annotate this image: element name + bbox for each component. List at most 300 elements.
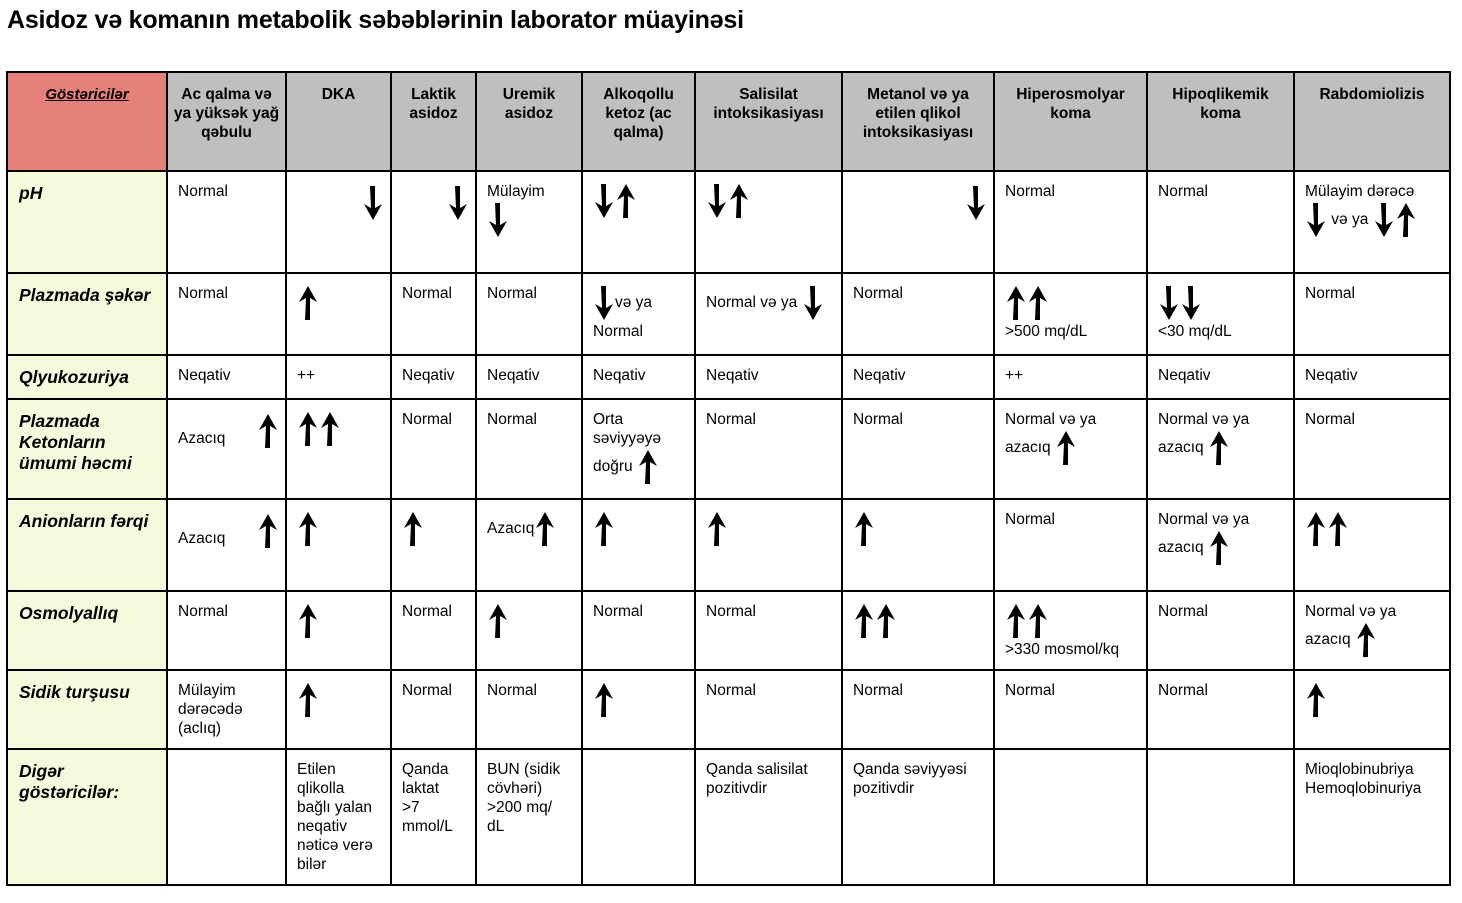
cell-content [706,510,835,548]
cell-text: Normal [1305,285,1355,302]
cell-text: nəticə verə [297,837,373,854]
cell-text: Normal [1158,183,1208,200]
table-cell [1147,670,1294,749]
arrow-down-icon [965,184,987,222]
cell-content [1305,410,1443,429]
arrow-up-icon [319,410,341,448]
row-header: Qlyukozuriya [7,355,167,399]
cell-content [402,681,469,700]
table-cell [286,591,391,670]
cell-text: Neqativ [1305,367,1358,384]
cell-text: Neqativ [402,367,455,384]
cell-content [487,410,575,429]
table-cell [167,670,286,749]
cell-content [1005,284,1140,341]
table-row [7,399,1450,499]
cell-text: dL [487,818,505,835]
cell-text: azacıq [1005,439,1055,457]
cell-text: <30 mq/dL [1158,323,1232,340]
cell-text: dərəcədə [178,701,243,718]
arrow-up-icon [706,510,728,548]
cell-content [1005,410,1140,467]
arrow-up-icon [875,602,897,640]
table-row [7,499,1450,591]
cell-text: Neqativ [593,367,646,384]
table-cell [1147,499,1294,591]
table-cell [695,399,842,499]
table-cell [695,499,842,591]
cell-text: Normal [853,411,903,428]
cell-content [297,510,384,548]
cell-content [178,681,279,738]
cell-content [487,602,575,640]
arrow-down-icon [1305,201,1327,239]
cell-text: Normal və ya [1305,603,1397,620]
column-header: Laktik asidoz [391,72,476,171]
cell-text: Normal [178,285,228,302]
arrow-up-icon [1005,284,1027,322]
table-row [7,591,1450,670]
arrow-up-icon [728,182,750,220]
cell-text: Etilen [297,761,336,778]
cell-content [178,284,279,303]
cell-content [1158,681,1287,700]
row-header: Anionların fərqi [7,499,167,591]
arrow-up-icon [257,412,279,450]
table-cell [1147,591,1294,670]
cell-text: mmol/L [402,818,453,835]
cell-text: pozitivdir [853,780,915,797]
header-row [7,72,1450,171]
cell-content [593,366,688,385]
cell-content [487,366,575,385]
row-header: Plazmada şəkər [7,273,167,355]
column-header: Ac qalma və ya yüksək yağ qəbulu [167,72,286,171]
column-header: Metanol və ya etilen qlikol intoksikasiyası [842,72,994,171]
arrow-up-icon [1208,429,1230,467]
cell-text: Normal [593,323,643,340]
table-cell [167,499,286,591]
arrow-down-icon [1373,201,1395,239]
cell-content [487,681,575,700]
cell-content [297,760,384,874]
arrow-up-icon [297,410,319,448]
cell-content [1005,681,1140,700]
table-cell [391,670,476,749]
table-cell [476,273,582,355]
table-cell [695,670,842,749]
cell-content [1158,284,1287,341]
cell-content [1158,510,1287,567]
arrow-up-icon [853,510,875,548]
cell-content [1305,284,1443,303]
cell-text: Normal [593,603,643,620]
arrow-down-icon [1180,284,1202,322]
cell-text: Neqativ [706,367,759,384]
table-cell [1294,399,1450,499]
cell-text: Normal və ya [706,294,802,312]
arrow-up-icon [593,510,615,548]
cell-content [706,182,835,220]
table-cell [167,171,286,273]
cell-content [178,182,279,201]
cell-text: və ya [615,294,653,312]
cell-text: doğru [593,458,637,476]
arrow-down-icon [802,284,824,322]
table-row [7,355,1450,399]
arrow-up-icon [1055,429,1077,467]
cell-content [1158,182,1287,201]
cell-text: səviyyəyə [593,430,662,447]
arrow-up-icon [1327,510,1349,548]
cell-text: Normal [487,285,537,302]
cell-text: Normal [487,411,537,428]
table-cell [476,499,582,591]
cell-content [178,410,279,448]
arrow-up-icon [637,448,659,486]
table-cell [476,355,582,399]
cell-content [487,284,575,303]
row-header: Plazmada Ketonların ümumi həcmi [7,399,167,499]
table-cell [994,171,1147,273]
arrow-down-icon [362,184,384,222]
table-cell [994,273,1147,355]
table-cell [476,749,582,885]
cell-content [593,681,688,719]
cell-content [853,760,987,798]
table-cell [994,749,1147,885]
cell-text: ++ [1005,367,1024,384]
cell-text: Normal [178,183,228,200]
cell-text: Normal [1005,511,1055,528]
arrow-up-icon [1305,510,1327,548]
cell-text: Qanda salisilat [706,761,808,778]
cell-text: Normal [402,603,452,620]
cell-content [853,681,987,700]
table-cell [994,670,1147,749]
arrow-up-icon [1355,621,1377,659]
table-cell [582,399,695,499]
table-cell [1294,499,1450,591]
arrow-up-icon [402,510,424,548]
arrow-up-icon [487,602,509,640]
cell-text: Normal [1005,682,1055,699]
cell-text: pozitivdir [706,780,768,797]
table-cell [1294,171,1450,273]
cell-text: Normal [1158,603,1208,620]
table-cell [1147,749,1294,885]
row-header: pH [7,171,167,273]
cell-content [402,760,469,836]
cell-content [853,510,987,548]
cell-text: Azacıq [178,530,226,547]
table-cell [842,171,994,273]
cell-content [1005,182,1140,201]
cell-content [402,284,469,303]
cell-text: Normal və ya [1158,511,1250,528]
cell-content [402,366,469,385]
cell-text: Orta [593,411,624,428]
cell-text: Mülayim [487,183,545,200]
table-cell [391,273,476,355]
cell-content [402,410,469,429]
cell-content [853,410,987,429]
table-cell [391,399,476,499]
table-cell [994,399,1147,499]
cell-content [706,602,835,621]
table-body [7,171,1450,885]
cell-content [297,366,384,385]
table-cell [391,749,476,885]
table-cell [695,273,842,355]
cell-text: neqativ [297,818,347,835]
lab-table [6,71,1451,886]
table-cell [391,171,476,273]
cell-text: qlikolla [297,780,345,797]
cell-text: Mioqlobinubriya [1305,761,1414,778]
row-header: Osmolyallıq [7,591,167,670]
table-cell [476,591,582,670]
column-header: Salisilat intoksikasiyası [695,72,842,171]
cell-text: Normal [706,603,756,620]
cell-content [593,182,688,220]
cell-content [297,410,384,448]
cell-text: Normal [487,682,537,699]
cell-text: cövhəri) [487,780,543,797]
cell-content [1005,510,1140,529]
cell-content [178,510,279,548]
table-cell [582,273,695,355]
column-header: Rabdomiolizis [1294,72,1450,171]
table-cell [476,670,582,749]
cell-content [1305,602,1443,659]
row-header: Sidik turşusu [7,670,167,749]
table-cell [582,591,695,670]
arrow-up-icon [297,284,319,322]
table-cell [286,499,391,591]
cell-text: Normal [1305,411,1355,428]
table-cell [994,355,1147,399]
cell-text: Normal [178,603,228,620]
arrow-up-icon [1305,681,1327,719]
table-cell [1147,171,1294,273]
table-cell [476,399,582,499]
cell-text: Neqativ [853,367,906,384]
cell-text: >500 mq/dL [1005,323,1088,340]
cell-text: Hemoqlobinuriya [1305,780,1422,797]
table-cell [695,749,842,885]
table-cell [1147,355,1294,399]
cell-content [297,284,384,322]
cell-text: azacıq [1305,631,1355,649]
cell-text: Mülayim dərəcə [1305,183,1415,200]
cell-content [1305,510,1443,548]
cell-content [178,602,279,621]
row-header: Digər göstəricilər: [7,749,167,885]
table-row [7,171,1450,273]
table-cell [167,749,286,885]
arrow-up-icon [297,681,319,719]
cell-text: Normal [402,411,452,428]
cell-content [1305,681,1443,719]
table-cell [695,171,842,273]
cell-content [706,760,835,798]
cell-content [1005,602,1140,659]
table-cell [994,591,1147,670]
cell-text: Qanda [402,761,449,778]
table-cell [1294,591,1450,670]
cell-text: Azacıq [487,520,535,538]
cell-content [1005,366,1140,385]
table-cell [286,399,391,499]
cell-text: Qanda səviyyəsi [853,761,967,778]
cell-text: Normal [402,682,452,699]
cell-text: Normal [1005,183,1055,200]
table-cell [1147,399,1294,499]
cell-content [706,410,835,429]
cell-content [297,681,384,719]
arrow-up-icon [297,602,319,640]
table-cell [167,399,286,499]
table-row [7,273,1450,355]
table-cell [1294,355,1450,399]
cell-text: Normal və ya [1158,411,1250,428]
arrow-up-icon [1027,284,1049,322]
table-cell [1294,273,1450,355]
cell-text: və ya [1327,211,1373,229]
arrow-down-icon [593,182,615,220]
table-cell [167,591,286,670]
table-cell [582,749,695,885]
arrow-up-icon [257,512,279,550]
table-cell [286,670,391,749]
arrow-down-icon [706,182,728,220]
column-header: Hiperosmolyar koma [994,72,1147,171]
column-header: Uremik asidoz [476,72,582,171]
table-cell [695,355,842,399]
cell-content [297,602,384,640]
cell-text: Normal [853,285,903,302]
cell-content [706,681,835,700]
cell-content [1305,366,1443,385]
table-cell [842,273,994,355]
cell-text: bağlı yalan [297,799,372,816]
column-header: Alkoqollu ketoz (ac qalma) [582,72,695,171]
cell-content [1158,410,1287,467]
arrow-down-icon [1158,284,1180,322]
arrow-up-icon [1208,529,1230,567]
cell-text: azacıq [1158,439,1208,457]
cell-text: >7 [402,799,420,816]
table-cell [842,499,994,591]
cell-text: Normal [853,682,903,699]
cell-content [706,284,835,322]
table-cell [582,355,695,399]
cell-content [593,410,688,486]
cell-text: Mülayim [178,682,236,699]
arrow-down-icon [447,184,469,222]
table-cell [391,591,476,670]
cell-text: >330 mosmol/kq [1005,641,1120,658]
arrow-up-icon [593,681,615,719]
cell-text: Neqativ [178,367,231,384]
table-cell [167,273,286,355]
cell-content [402,510,469,548]
cell-text: ++ [297,367,316,384]
cell-content [593,510,688,548]
cell-content [1158,602,1287,621]
arrow-up-icon [297,510,319,548]
table-cell [842,749,994,885]
table-cell [994,499,1147,591]
table-cell [391,499,476,591]
cell-text: Neqativ [487,367,540,384]
arrow-up-icon [1027,602,1049,640]
page-title: Asidoz və komanın metabolik səbəblərinin laborator müayinəsi [7,6,744,34]
arrow-down-icon [487,201,509,239]
arrow-up-icon [1005,602,1027,640]
cell-content [402,602,469,621]
table-row [7,670,1450,749]
table-cell [286,171,391,273]
table-cell [695,591,842,670]
cell-content [487,510,575,548]
table-cell [1294,749,1450,885]
cell-text: Normal [706,411,756,428]
cell-text: (aclıq) [178,720,222,737]
cell-text: azacıq [1158,539,1208,557]
table-cell [582,499,695,591]
cell-content [853,602,987,640]
table-cell [167,355,286,399]
header-corner: Göstəricilər [7,72,167,171]
cell-content [853,284,987,303]
table-cell [1147,273,1294,355]
arrow-up-icon [534,510,556,548]
column-header: Hipoqlikemik koma [1147,72,1294,171]
table-cell [582,171,695,273]
table-cell [391,355,476,399]
cell-content [487,182,575,239]
table-cell [842,355,994,399]
arrow-up-icon [1395,201,1417,239]
cell-text: bilər [297,856,327,873]
table-cell [842,399,994,499]
table-cell [286,355,391,399]
cell-text: Normal [706,682,756,699]
cell-text: Neqativ [1158,367,1211,384]
cell-content [1158,366,1287,385]
cell-content [706,366,835,385]
cell-content [178,366,279,385]
cell-content [593,602,688,621]
table-cell [286,749,391,885]
cell-text: Azacıq [178,430,226,447]
cell-content [1305,760,1443,798]
arrow-up-icon [615,182,637,220]
cell-text: Normal [402,285,452,302]
table-cell [842,591,994,670]
cell-text: BUN (sidik [487,761,561,778]
table-cell [1294,670,1450,749]
arrow-down-icon [593,284,615,322]
table-cell [286,273,391,355]
cell-text: Normal [1158,682,1208,699]
cell-content [593,284,688,341]
cell-text: >200 mq/ [487,799,553,816]
table-cell [582,670,695,749]
column-header: DKA [286,72,391,171]
